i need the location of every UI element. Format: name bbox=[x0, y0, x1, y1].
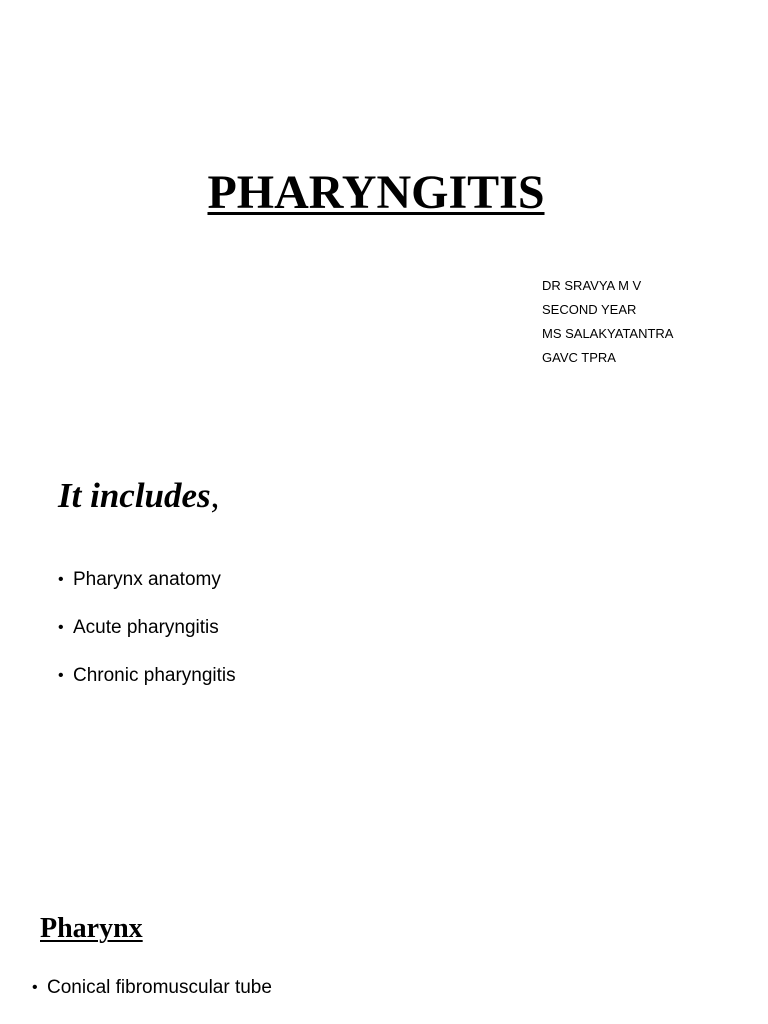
list-item bbox=[32, 972, 272, 1004]
list-item bbox=[58, 564, 236, 612]
author-info bbox=[542, 274, 673, 370]
bullet-icon: • bbox=[58, 571, 64, 588]
list-item bbox=[58, 660, 236, 708]
list-item-text: Conical fibromuscular tube bbox=[47, 977, 272, 998]
author-course: MS SALAKYATANTRA bbox=[542, 326, 674, 341]
pharynx-list bbox=[32, 972, 272, 1004]
list-item bbox=[58, 612, 236, 660]
contents-heading-punct: , bbox=[210, 476, 220, 515]
author-year: SECOND YEAR bbox=[542, 302, 637, 317]
bullet-icon: • bbox=[58, 667, 64, 684]
list-item-text: Acute pharyngitis bbox=[73, 617, 219, 638]
presentation-title: PHARYNGITIS bbox=[207, 166, 545, 219]
list-item-text: Chronic pharyngitis bbox=[73, 665, 236, 686]
contents-heading-text: It includes bbox=[58, 476, 211, 515]
author-institution: GAVC TPRA bbox=[542, 350, 616, 365]
contents-heading bbox=[58, 474, 219, 518]
author-name: DR SRAVYA M V bbox=[542, 278, 642, 293]
section-heading: Pharynx bbox=[40, 913, 143, 944]
slide-contents bbox=[0, 440, 768, 880]
slide-pharynx bbox=[0, 880, 768, 1024]
bullet-icon: • bbox=[58, 619, 64, 636]
contents-list bbox=[58, 564, 236, 708]
slide-title bbox=[0, 0, 768, 440]
bullet-icon: • bbox=[32, 979, 38, 996]
list-item-text: Pharynx anatomy bbox=[73, 569, 221, 590]
